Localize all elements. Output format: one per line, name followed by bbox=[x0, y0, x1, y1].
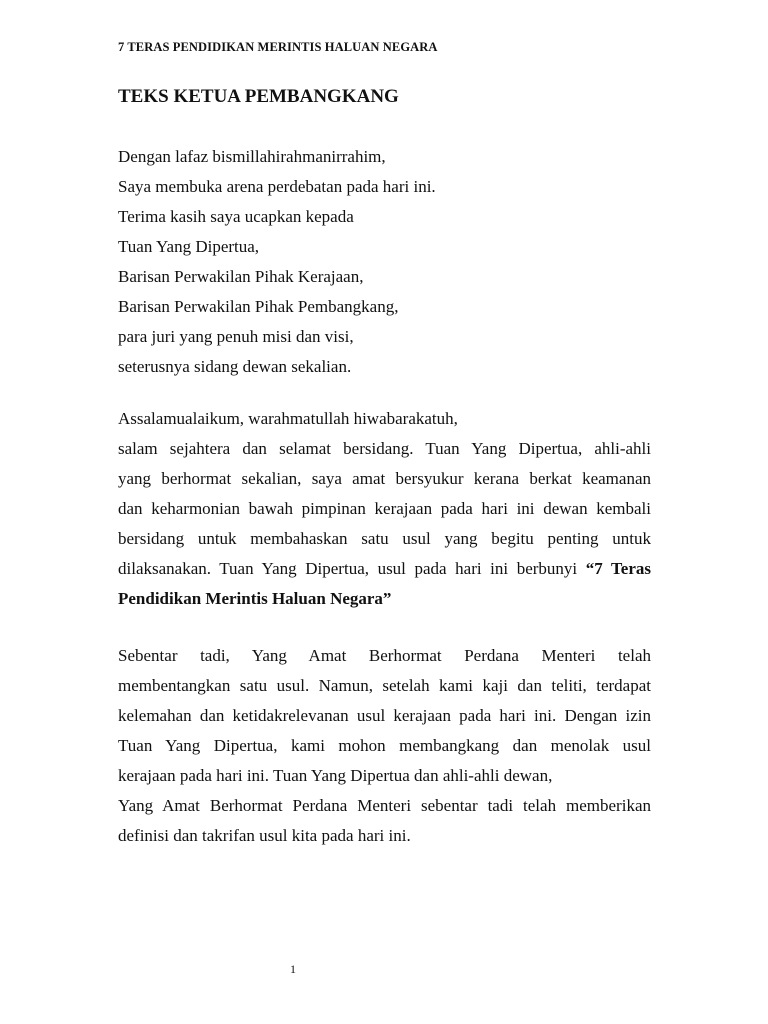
opening-line: seterusnya sidang dewan sekalian. bbox=[118, 357, 352, 376]
greeting-paragraph bbox=[118, 434, 651, 614]
paragraph-line: definisi dan takrifan usul kita pada hari ini. bbox=[118, 826, 411, 845]
paragraph-line: kelemahan dan ketidakrelevanan usul kerajaan pada hari ini. Dengan izin bbox=[118, 706, 651, 725]
motion-title-part: “7 Teras bbox=[585, 559, 651, 578]
opening-line: para juri yang penuh misi dan visi, bbox=[118, 327, 354, 346]
paragraph-line: Tuan Yang Dipertua, kami mohon membangkang dan menolak usul bbox=[118, 736, 651, 755]
argument-paragraph bbox=[118, 641, 651, 851]
opening-line: Barisan Perwakilan Pihak Pembangkang, bbox=[118, 297, 399, 316]
paragraph-line: bersidang untuk membahaskan satu usul yang begitu penting untuk bbox=[118, 529, 651, 548]
motion-title-part: Pendidikan Merintis Haluan Negara” bbox=[118, 589, 392, 608]
paragraph-line: kerajaan pada hari ini. Tuan Yang Dipertua dan ahli-ahli dewan, bbox=[118, 766, 553, 785]
running-header: 7 TERAS PENDIDIKAN MERINTIS HALUAN NEGARA bbox=[118, 40, 438, 54]
paragraph-line bbox=[118, 554, 651, 584]
opening-line: Tuan Yang Dipertua, bbox=[118, 237, 260, 256]
opening-line: Terima kasih saya ucapkan kepada bbox=[118, 207, 354, 226]
paragraph-line bbox=[118, 584, 651, 614]
paragraph-line: Yang Amat Berhormat Perdana Menteri sebentar tadi telah memberikan bbox=[118, 796, 651, 815]
opening-line: Saya membuka arena perdebatan pada hari ini. bbox=[118, 177, 436, 196]
paragraph-line: dan keharmonian bawah pimpinan kerajaan pada hari ini dewan kembali bbox=[118, 499, 651, 518]
greeting-salutation: Assalamualaikum, warahmatullah hiwabarakatuh, bbox=[118, 409, 458, 428]
paragraph-line: yang berhormat sekalian, saya amat bersyukur kerana berkat keamanan bbox=[118, 469, 651, 488]
page-number: 1 bbox=[290, 962, 296, 976]
opening-lines bbox=[118, 142, 436, 382]
paragraph-line: salam sejahtera dan selamat bersidang. Tuan Yang Dipertua, ahli-ahli bbox=[118, 439, 651, 458]
paragraph-line: membentangkan satu usul. Namun, setelah kami kaji dan teliti, terdapat bbox=[118, 676, 651, 695]
opening-line: Dengan lafaz bismillahirahmanirrahim, bbox=[118, 147, 386, 166]
opening-line: Barisan Perwakilan Pihak Kerajaan, bbox=[118, 267, 364, 286]
paragraph-text: dilaksanakan. Tuan Yang Dipertua, usul pada hari ini berbunyi bbox=[118, 559, 586, 578]
greeting-line bbox=[118, 404, 458, 434]
paragraph-line: Sebentar tadi, Yang Amat Berhormat Perdana Menteri telah bbox=[118, 646, 651, 665]
document-title: TEKS KETUA PEMBANGKANG bbox=[118, 86, 399, 107]
